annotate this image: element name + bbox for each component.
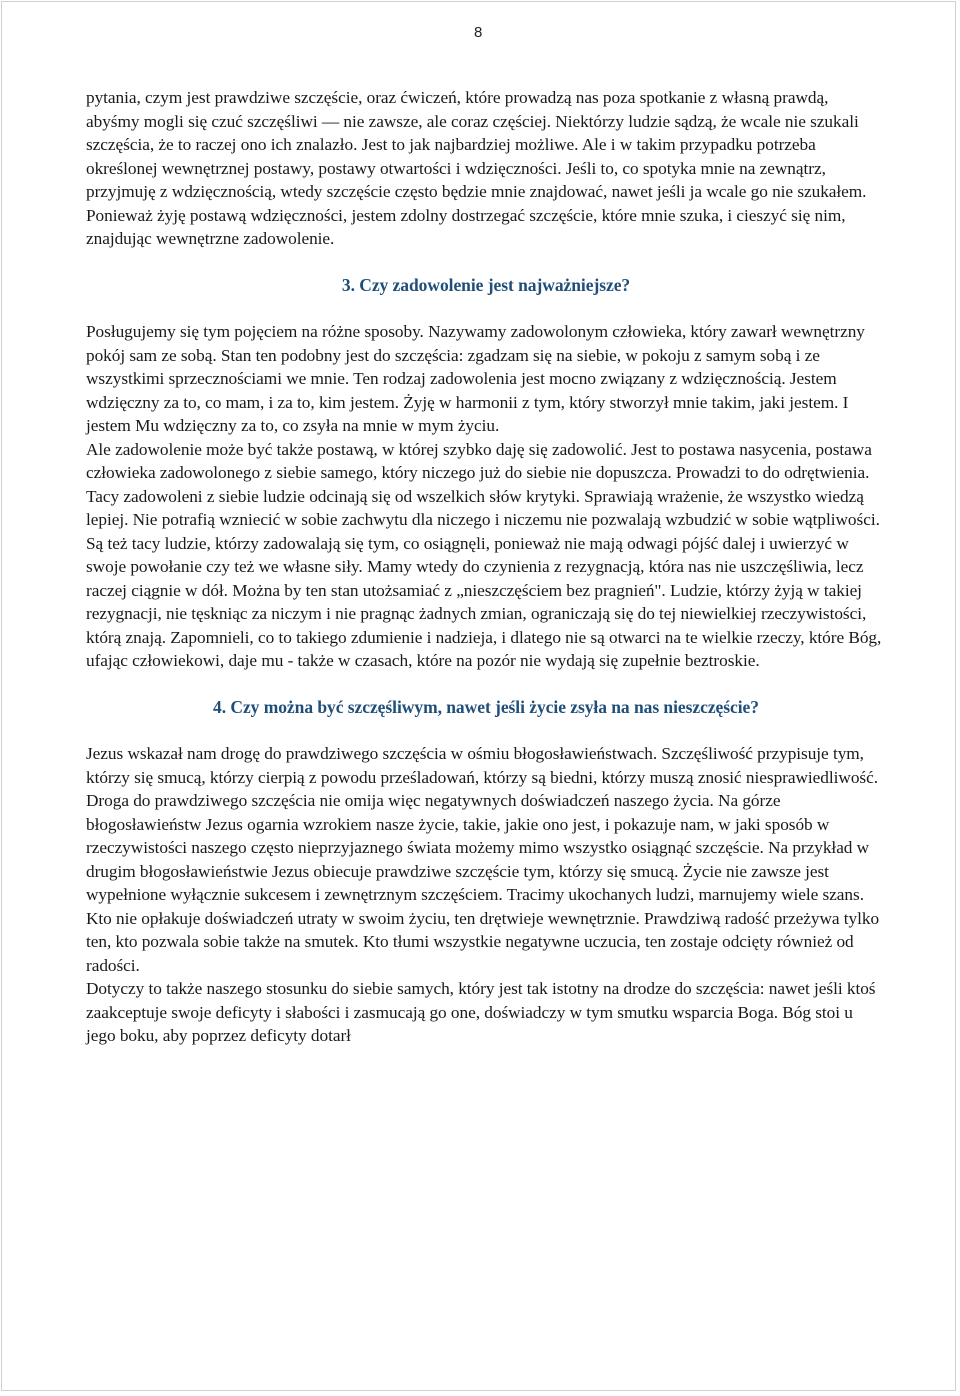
section-heading-3: 3. Czy zadowolenie jest najważniejsze? xyxy=(341,274,631,295)
page-content xyxy=(86,86,886,1048)
spacer xyxy=(86,297,886,320)
spacer xyxy=(86,673,886,696)
section-3-paragraph-1: Posługujemy się tym pojęciem na różne sposoby. Nazywamy zadowolonym człowieka, który zawarł wewnętrzny pokój sam ze sobą. Stan ten podobny jest do szczęścia: zgadzam się na siebie, w pokoju z samym sobą i ze wszystkimi sprzecznościami we mnie. Ten rodzaj zadowolenia jest mocno związany z wdzięcznością. Jestem wdzięczny za to, co mam, i za to, kim jestem. Żyję w harmonii z tym, który stworzył mnie takim, jaki jestem. I jestem Mu wdzięczny za to, co zsyła na mnie w mym życiu. xyxy=(86,322,865,435)
document-page xyxy=(1,1,956,1391)
page-number: 8 xyxy=(474,24,483,41)
section-4-paragraph-1: Jezus wskazał nam drogę do prawdziwego szczęścia w ośmiu błogosławieństwach. Szczęśliwość przypisuje tym, którzy się smucą, którzy cierpią z powodu prześladowań, którzy są biedni, którzy muszą znosić niesprawiedliwość. Droga do prawdziwego szczęścia nie omija więc negatywnych doświadczeń naszego życia. Na górze błogosławieństw Jezus ogarnia wzrokiem nasze życie, takie, jakie ono jest, i pokazuje nam, w jaki sposób w rzeczywistości naszego często nieprzyjaznego świata możemy mimo wszystko osiągnąć szczęście. Na przykład w drugim błogosławieństwie Jezus obiecuje prawdziwe szczęście tym, którzy się smucą. Życie nie zawsze jest wypełnione wyłącznie sukcesem i zewnętrznym szczęściem. Tracimy ukochanych ludzi, marnujemy wiele szans. Kto nie opłakuje doświadczeń utraty w swoim życiu, ten drętwieje wewnętrznie. Prawdziwą radość przeżywa tylko ten, kto pozwala sobie także na smutek. Kto tłumi wszystkie negatywne uczucia, ten zostaje odcięty również od radości. xyxy=(86,744,880,975)
spacer xyxy=(86,251,886,274)
section-3-paragraph-3: Są też tacy ludzie, którzy zadowalają się tym, co osiągnęli, ponieważ nie mają odwagi pójść dalej i uwierzyć w swoje powołanie czy też we własne siły. Mamy wtedy do czynienia z rezygnacją, która nas nie uszczęśliwia, lecz raczej ciągnie w dół. Można by ten stan utożsamiać z „nieszczęściem bez pragnień". Ludzie, którzy żyją w takiej rezygnacji, nie tęskniąc za niczym i nie pragnąc żadnych zmian, ograniczają się do tej niewielkiej rzeczywistości, którą znają. Zapomnieli, co to takiego zdumienie i nadzieja, i dlatego nie są otwarci na te wielkie rzeczy, które Bóg, ufając człowiekowi, daje mu - także w czasach, które na pozór nie wydają się zupełnie beztroskie. xyxy=(86,533,882,670)
section-3-paragraph-2: Ale zadowolenie może być także postawą, w której szybko daję się zadowolić. Jest to postawa nasycenia, postawa człowieka zadowolonego z siebie samego, który niczego już do siebie nie dopuszcza. Prowadzi to do odrętwienia. Tacy zadowoleni z siebie ludzie odcinają się od wszelkich słów krytyki. Sprawiają wrażenie, że wszystko wiedzą lepiej. Nie potrafią wzniecić w sobie zachwytu dla niczego i niczemu nie pozwalają wzbudzić w sobie wątpliwości. xyxy=(86,439,880,529)
intro-paragraph: pytania, czym jest prawdziwe szczęście, oraz ćwiczeń, które prowadzą nas poza spotkanie z własną prawdą, abyśmy mogli się czuć szczęśliwi — nie zawsze, ale coraz częściej. Niektórzy ludzie sądzą, że wcale nie szukali szczęścia, że to raczej ono ich znalazło. Jest to jak najbardziej możliwe. Ale i w takim przypadku potrzeba określonej wewnętrznej postawy, postawy otwartości i wdzięczności. Jeśli to, co spotyka mnie na zewnątrz, przyjmuję z wdzięcznością, wtedy szczęście często będzie mnie znajdować, nawet jeśli ja wcale go nie szukałem. Ponieważ żyję postawą wdzięczności, jestem zdolny dostrzegać szczęście, które mnie szuka, i cieszyć się nim, znajdując wewnętrzne zadowolenie. xyxy=(86,88,867,248)
spacer xyxy=(86,719,886,742)
section-heading-4: 4. Czy można być szczęśliwym, nawet jeśli życie zsyła na nas nieszczęście? xyxy=(213,696,759,717)
section-4-paragraph-2: Dotyczy to także naszego stosunku do siebie samych, który jest tak istotny na drodze do szczęścia: nawet jeśli ktoś zaakceptuje swoje deficyty i słabości i zasmucają go one, doświadczy w tym smutku wsparcia Boga. Bóg stoi u jego boku, aby poprzez deficyty dotarł xyxy=(86,979,876,1045)
